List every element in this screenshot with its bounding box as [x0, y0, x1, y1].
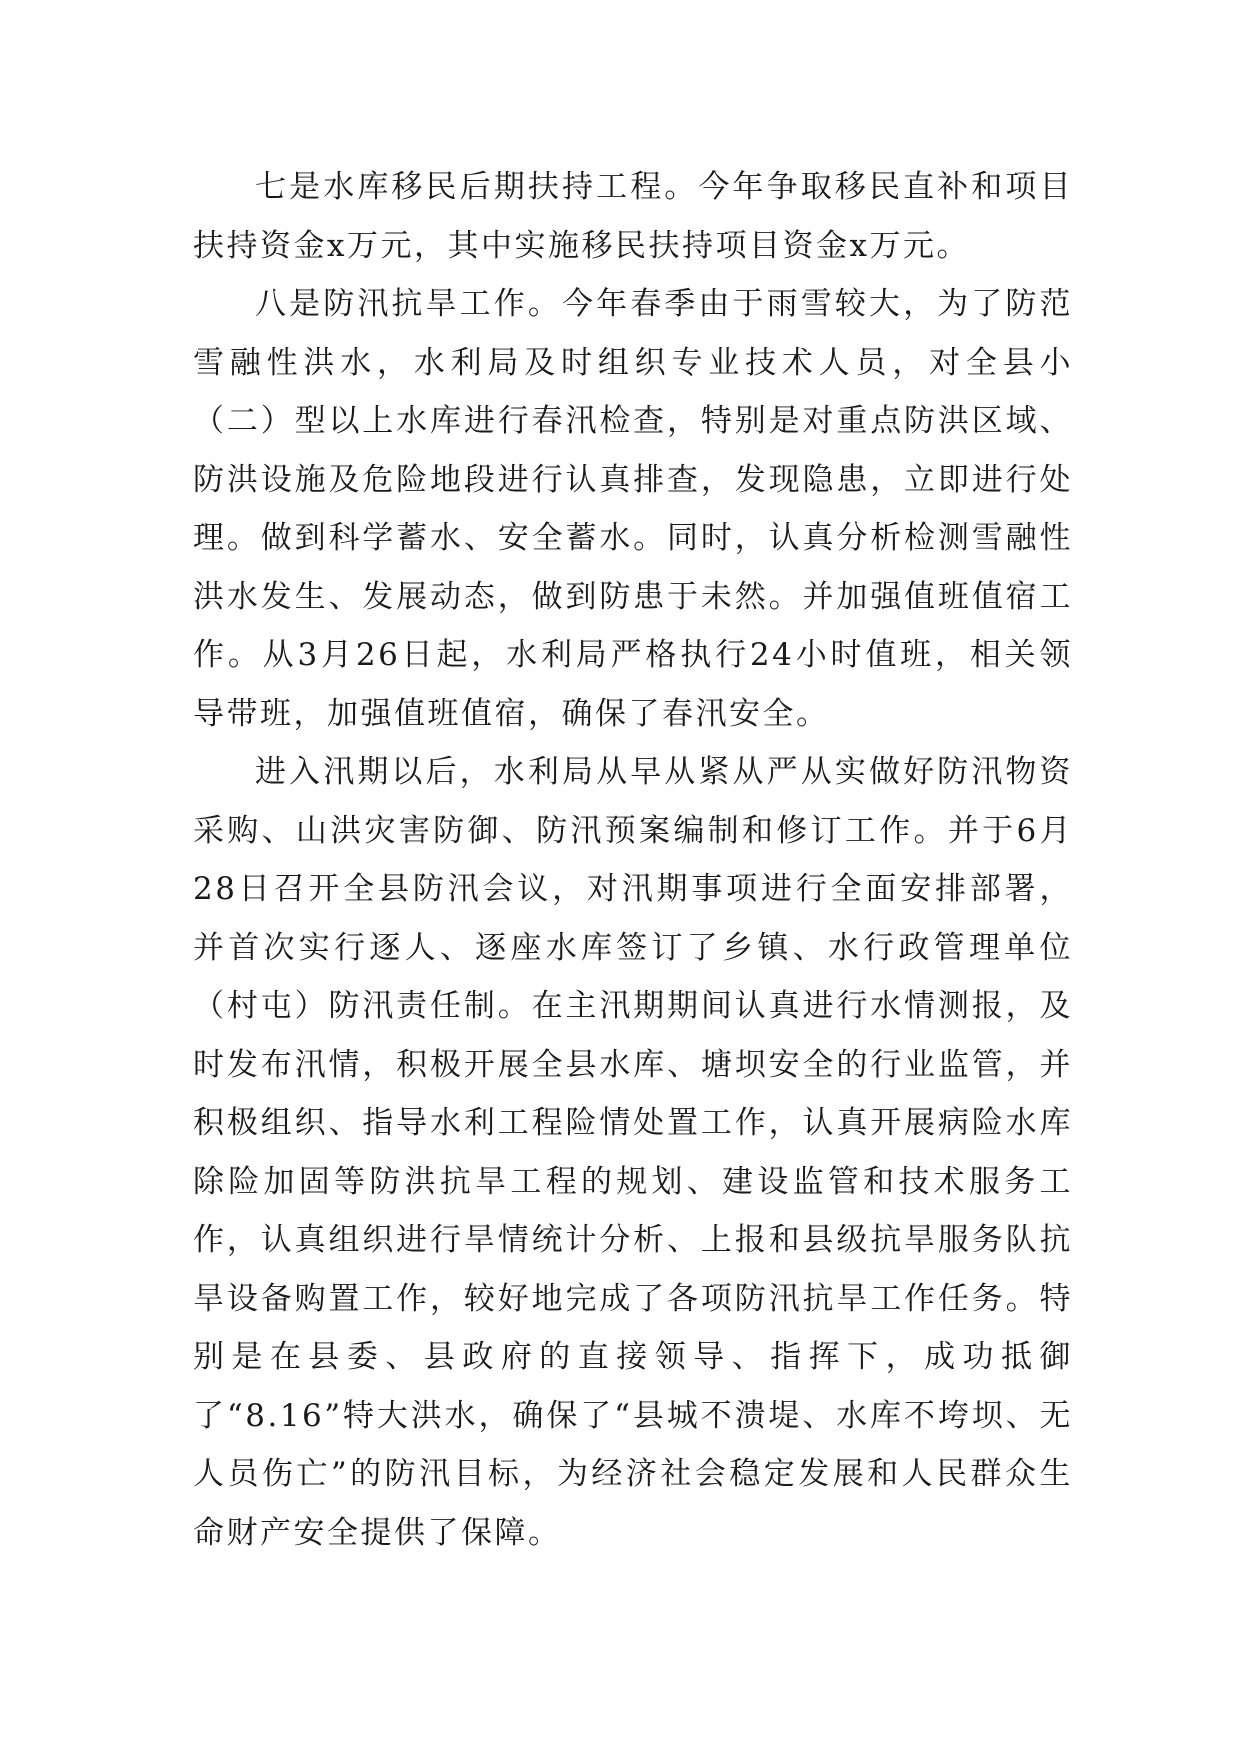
paragraph-flood-drought-control: 八是防汛抗旱工作。今年春季由于雨雪较大，为了防范雪融性洪水，水利局及时组织专业技术人员，对全县小（二）型以上水库进行春汛检查，特别是对重点防洪区域、防洪设施及危险地段进行认真排查，发现隐患，立即进行处理。做到科学蓄水、安全蓄水。同时，认真分析检测雪融性洪水发生、发展动态，做到防患于未然。并加强值班值宿工作。从3月26日起，水利局严格执行24小时值班，相关领导带班，加强值班值宿，确保了春汛安全。 [193, 286, 1073, 732]
document-body [193, 158, 1073, 1562]
paragraph-flood-season-work: 进入汛期以后，水利局从早从紧从严从实做好防汛物资采购、山洪灾害防御、防汛预案编制和修订工作。并于6月28日召开全县防汛会议，对汛期事项进行全面安排部署，并首次实行逐人、逐座水库签订了乡镇、水行政管理单位（村屯）防汛责任制。在主汛期期间认真进行水情测报，及时发布汛情，积极开展全县水库、塘坝安全的行业监管，并积极组织、指导水利工程险情处置工作，认真开展病险水库除险加固等防洪抗旱工程的规划、建设监管和技术服务工作，认真组织进行旱情统计分析、上报和县级抗旱服务队抗旱设备购置工作，较好地完成了各项防汛抗旱工作任务。特别是在县委、县政府的直接领导、指挥下，成功抵御了“8.16”特大洪水，确保了“县城不溃堤、水库不垮坝、无人员伤亡”的防汛目标，为经济社会稳定发展和人民群众生命财产安全提供了保障。 [193, 754, 1073, 1551]
paragraph-resettlement-support: 七是水库移民后期扶持工程。今年争取移民直补和项目扶持资金x万元，其中实施移民扶持项目资金x万元。 [193, 169, 1073, 264]
